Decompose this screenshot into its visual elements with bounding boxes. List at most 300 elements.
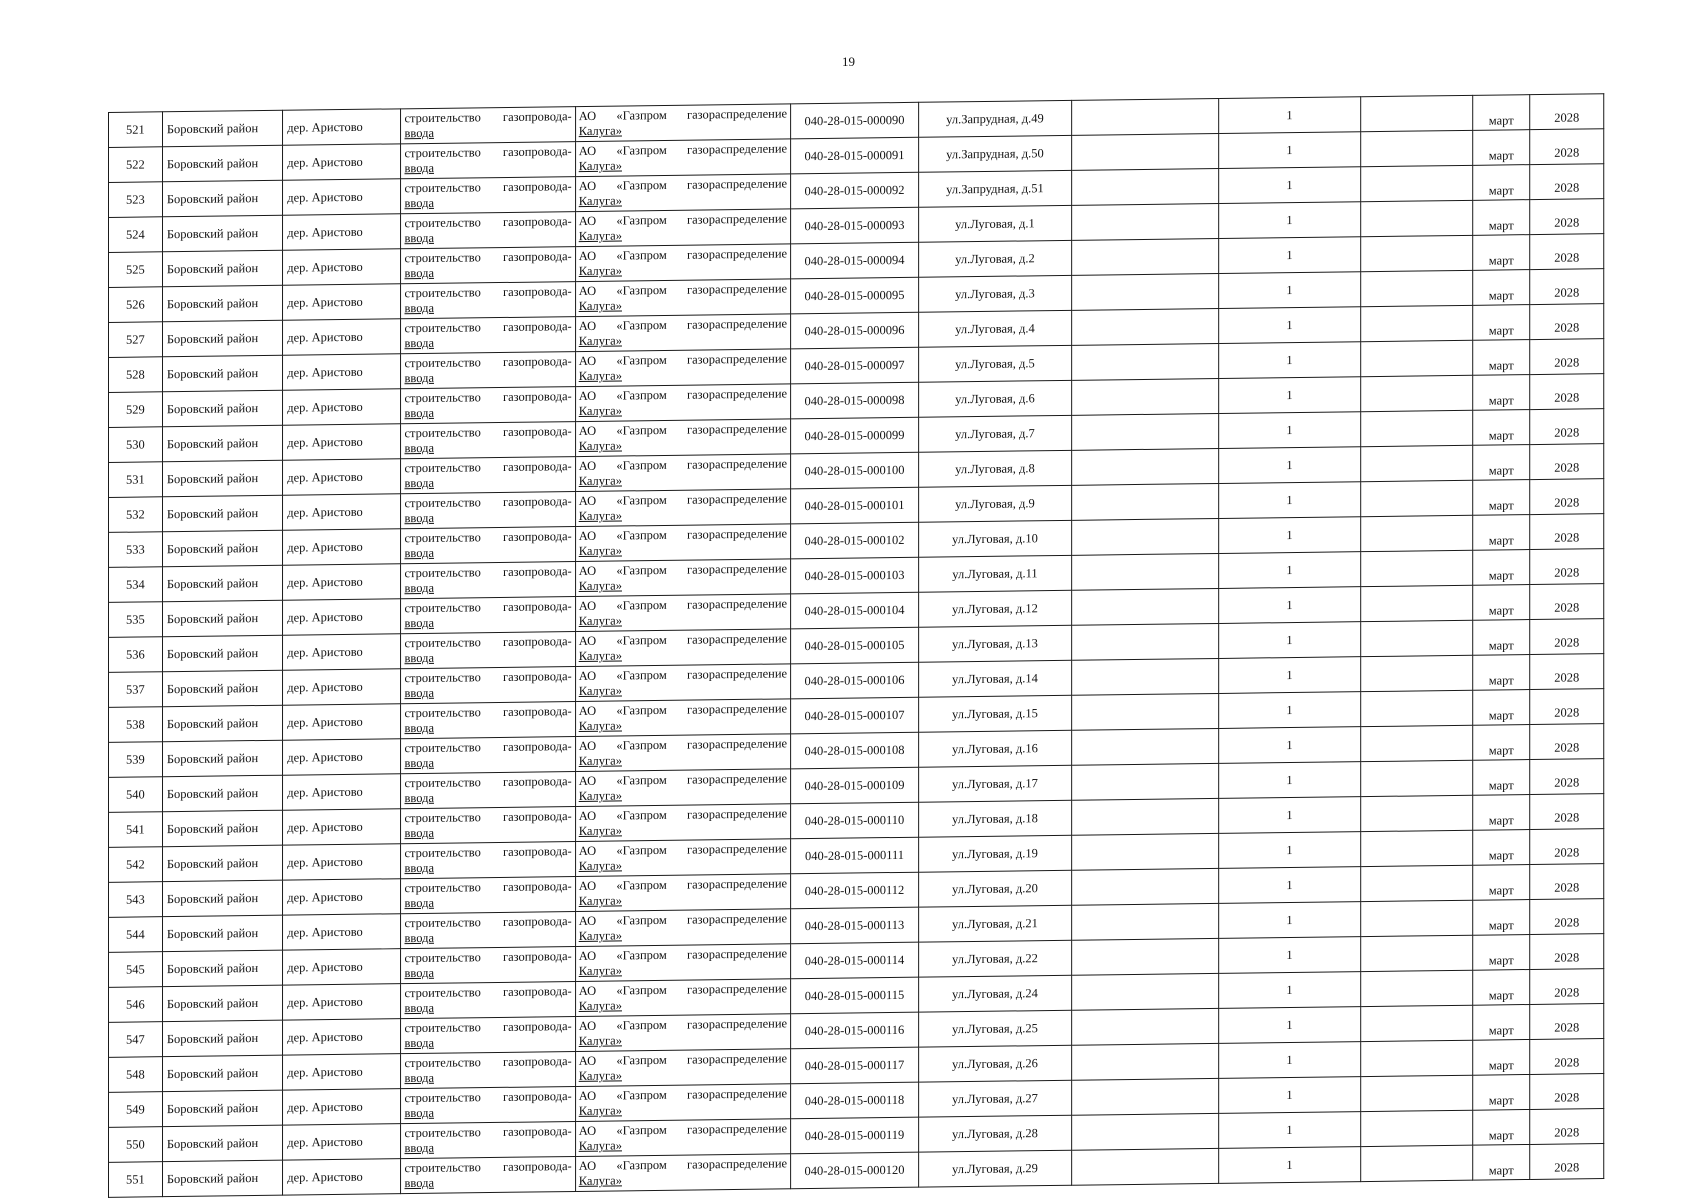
year: 2028 <box>1554 565 1580 580</box>
village-cell <box>283 1159 401 1195</box>
empty-cell <box>1071 798 1218 835</box>
organization-part-3: газораспределение <box>686 246 788 262</box>
district: Боровский район <box>166 1135 259 1151</box>
organization-part-2: «Газпром <box>616 807 667 823</box>
organization-part-1: АО <box>578 843 597 858</box>
organization-cell <box>575 909 790 947</box>
address-cell <box>918 870 1071 907</box>
work-type-part-2: газопровода- <box>502 949 572 964</box>
organization-part-3: газораспределение <box>686 701 788 717</box>
village: дер. Аристово <box>287 574 363 590</box>
row-number: 521 <box>126 122 145 137</box>
organization-part-1: АО <box>578 703 597 718</box>
month-cell <box>1473 305 1530 341</box>
district: Боровский район <box>166 890 259 906</box>
village: дер. Аристово <box>287 994 363 1010</box>
quantity: 1 <box>1286 527 1293 542</box>
district-cell <box>162 635 282 672</box>
quantity: 1 <box>1286 212 1293 227</box>
year-cell <box>1530 514 1604 550</box>
quantity-cell <box>1218 867 1361 904</box>
empty-cell <box>1071 938 1218 975</box>
month-cell <box>1473 235 1530 271</box>
work-type-part-2: газопровода- <box>502 1019 572 1034</box>
year: 2028 <box>1554 1125 1580 1140</box>
district-cell <box>162 180 282 217</box>
object-code-cell <box>791 942 919 979</box>
quantity-cell <box>1218 692 1361 729</box>
work-type-part-3: ввода <box>404 335 435 351</box>
organization-part-3: газораспределение <box>686 596 788 612</box>
work-type-cell <box>401 877 575 914</box>
row-number: 528 <box>126 366 145 382</box>
organization-part-1: АО <box>578 528 597 544</box>
month: март <box>1488 428 1514 443</box>
quantity: 1 <box>1286 807 1293 822</box>
empty-cell <box>1361 970 1473 1006</box>
village-cell <box>283 459 401 495</box>
work-type-part-2: газопровода- <box>502 354 572 369</box>
work-type-cell <box>401 247 575 284</box>
object-code-cell <box>791 767 919 804</box>
organization-part-4: Калуга» <box>578 858 622 873</box>
district: Боровский район <box>166 820 259 836</box>
quantity-cell <box>1218 447 1361 484</box>
work-type-part-1: строительство <box>404 600 481 616</box>
organization-cell <box>575 804 790 842</box>
address-cell <box>918 520 1071 557</box>
object-code: 040-28-015-000094 <box>804 252 905 268</box>
address-cell <box>918 345 1071 382</box>
organization-part-1: АО <box>578 1088 597 1103</box>
address: ул.Запрудная, д.50 <box>946 145 1044 161</box>
address: ул.Луговая, д.5 <box>955 355 1035 371</box>
row-number-cell <box>109 952 163 988</box>
district-cell <box>162 1125 282 1162</box>
quantity: 1 <box>1286 1017 1293 1032</box>
work-type-part-1: строительство <box>404 320 481 336</box>
empty-cell <box>1071 1043 1218 1080</box>
empty-cell <box>1361 655 1473 691</box>
year: 2028 <box>1554 635 1580 650</box>
address: ул.Луговая, д.2 <box>955 250 1035 266</box>
month: март <box>1488 288 1514 303</box>
year: 2028 <box>1554 110 1580 125</box>
address-cell <box>918 555 1071 592</box>
year: 2028 <box>1554 670 1580 685</box>
organization-cell <box>575 664 790 702</box>
object-code-cell <box>791 312 919 349</box>
row-number: 545 <box>126 961 145 977</box>
object-code: 040-28-015-000102 <box>804 532 905 548</box>
year-cell <box>1530 164 1604 200</box>
month-cell <box>1473 830 1530 866</box>
organization-cell <box>575 1119 790 1157</box>
row-number-cell <box>109 707 163 743</box>
organization-part-1: АО <box>578 143 597 159</box>
organization-part-2: «Газпром <box>616 1052 667 1068</box>
organization-part-3: газораспределение <box>686 841 788 857</box>
village-cell <box>283 109 401 145</box>
district-cell <box>162 565 282 602</box>
organization-cell <box>575 874 790 912</box>
object-code-cell <box>791 452 919 489</box>
organization-part-3: газораспределение <box>686 281 788 297</box>
row-number: 543 <box>126 891 145 907</box>
empty-cell <box>1361 340 1473 376</box>
district: Боровский район <box>166 680 259 696</box>
district: Боровский район <box>166 610 259 626</box>
work-type-part-3: ввода <box>404 720 435 736</box>
address-cell <box>918 625 1071 662</box>
address: ул.Луговая, д.11 <box>952 565 1038 581</box>
month: март <box>1488 568 1514 583</box>
year-cell <box>1530 549 1604 585</box>
work-type-part-3: ввода <box>404 160 435 176</box>
object-code: 040-28-015-000103 <box>804 567 905 583</box>
month-cell <box>1473 655 1530 691</box>
year-cell <box>1530 1004 1604 1040</box>
object-code: 040-28-015-000106 <box>804 672 905 688</box>
organization-part-3: газораспределение <box>686 386 788 402</box>
village-cell <box>283 1124 401 1160</box>
work-type-part-1: строительство <box>404 180 481 196</box>
object-code: 040-28-015-000111 <box>804 847 905 863</box>
object-code: 040-28-015-000091 <box>804 147 905 163</box>
work-type-part-1: строительство <box>404 390 481 406</box>
empty-cell <box>1071 553 1218 590</box>
quantity: 1 <box>1286 702 1293 717</box>
organization-part-4: Калуга» <box>578 1173 622 1188</box>
row-number-cell <box>109 182 163 218</box>
district-cell <box>162 355 282 392</box>
row-number-cell <box>109 742 163 778</box>
address-cell <box>918 1010 1071 1047</box>
village: дер. Аристово <box>287 679 363 695</box>
district: Боровский район <box>166 225 259 241</box>
organization-part-2: «Газпром <box>616 877 667 893</box>
village-cell <box>283 319 401 355</box>
address-cell <box>918 415 1071 452</box>
district-cell <box>162 425 282 462</box>
object-code-cell <box>791 662 919 699</box>
organization-cell <box>575 489 790 527</box>
object-code: 040-28-015-000101 <box>804 497 905 513</box>
village: дер. Аристово <box>287 539 363 555</box>
month-cell <box>1473 585 1530 621</box>
village-cell <box>283 389 401 425</box>
empty-cell <box>1071 763 1218 800</box>
year-cell <box>1530 724 1604 760</box>
address-cell <box>918 275 1071 312</box>
empty-cell <box>1071 344 1218 381</box>
quantity-cell <box>1218 972 1361 1009</box>
district: Боровский район <box>166 960 259 976</box>
empty-cell <box>1071 588 1218 625</box>
village-cell <box>283 564 401 600</box>
work-type-part-3: ввода <box>404 755 435 771</box>
month: март <box>1488 463 1514 478</box>
work-type-part-2: газопровода- <box>502 389 572 404</box>
month: март <box>1488 148 1514 163</box>
village-cell <box>283 949 401 985</box>
row-number-cell <box>109 637 163 673</box>
organization-part-2: «Газпром <box>616 387 667 403</box>
quantity-cell <box>1218 762 1361 799</box>
work-type-part-3: ввода <box>404 1035 435 1051</box>
empty-cell <box>1361 375 1473 411</box>
empty-cell <box>1071 973 1218 1010</box>
work-type-cell <box>401 142 575 179</box>
work-type-part-1: строительство <box>404 845 481 861</box>
month: март <box>1488 918 1514 933</box>
quantity-cell <box>1218 412 1361 449</box>
organization-part-4: Калуга» <box>578 613 622 629</box>
organization-part-4: Калуга» <box>578 683 622 698</box>
empty-cell <box>1071 728 1218 765</box>
address: ул.Луговая, д.13 <box>952 635 1038 651</box>
quantity-cell <box>1218 1147 1361 1184</box>
organization-part-1: АО <box>578 983 597 998</box>
object-code: 040-28-015-000104 <box>804 602 905 618</box>
month-cell <box>1473 935 1530 971</box>
work-type-cell <box>401 842 575 879</box>
organization-part-1: АО <box>578 668 597 683</box>
organization-part-2: «Газпром <box>616 667 667 683</box>
work-type-part-1: строительство <box>404 110 481 126</box>
work-type-part-3: ввода <box>404 615 435 631</box>
village-cell <box>283 214 401 250</box>
organization-cell <box>575 699 790 737</box>
organization-part-1: АО <box>578 598 597 614</box>
organization-part-3: газораспределение <box>686 981 788 997</box>
village-cell <box>283 249 401 285</box>
object-code-cell <box>791 907 919 944</box>
district-cell <box>162 670 282 707</box>
address-cell <box>918 485 1071 522</box>
address-cell <box>918 100 1071 137</box>
village-cell <box>283 739 401 775</box>
district: Боровский район <box>166 575 259 591</box>
object-code-cell <box>791 347 919 384</box>
quantity-cell <box>1218 132 1361 169</box>
row-number-cell <box>109 567 163 603</box>
work-type-part-1: строительство <box>404 915 481 931</box>
empty-cell <box>1071 448 1218 485</box>
organization-part-4: Калуга» <box>578 1033 622 1048</box>
object-code-cell <box>791 487 919 524</box>
district-cell <box>162 110 282 147</box>
month-cell <box>1473 270 1530 306</box>
empty-cell <box>1071 204 1218 241</box>
organization-part-3: газораспределение <box>686 806 788 822</box>
organization-part-3: газораспределение <box>686 1016 788 1032</box>
work-type-part-1: строительство <box>404 355 481 371</box>
district: Боровский район <box>166 295 259 311</box>
district: Боровский район <box>166 505 259 521</box>
object-code: 040-28-015-000095 <box>804 287 905 303</box>
village: дер. Аристово <box>287 714 363 730</box>
row-number: 541 <box>126 821 145 837</box>
work-type-part-3: ввода <box>404 475 435 491</box>
quantity-cell <box>1218 517 1361 554</box>
row-number: 532 <box>126 506 145 522</box>
empty-cell <box>1361 550 1473 586</box>
object-code: 040-28-015-000118 <box>804 1092 905 1108</box>
address-cell <box>918 905 1071 942</box>
district-cell <box>162 215 282 252</box>
empty-cell <box>1071 658 1218 695</box>
organization-part-1: АО <box>578 948 597 963</box>
month: март <box>1488 498 1514 513</box>
district-cell <box>162 950 282 987</box>
year: 2028 <box>1554 355 1580 370</box>
work-type-cell <box>401 562 575 599</box>
month: март <box>1488 848 1514 863</box>
object-code: 040-28-015-000092 <box>804 182 905 198</box>
district-cell <box>162 250 282 287</box>
work-type-part-1: строительство <box>404 635 481 651</box>
object-code: 040-28-015-000117 <box>804 1057 905 1073</box>
organization-cell <box>575 104 790 142</box>
object-code-cell <box>791 977 919 1014</box>
row-number-cell <box>109 427 163 463</box>
empty-cell <box>1071 309 1218 346</box>
empty-cell <box>1361 410 1473 446</box>
address-cell <box>918 1150 1071 1187</box>
year-cell <box>1530 584 1604 620</box>
organization-cell <box>575 1084 790 1122</box>
row-number-cell <box>109 672 163 708</box>
object-code: 040-28-015-000112 <box>804 882 905 898</box>
district: Боровский район <box>166 1170 259 1186</box>
address: ул.Луговая, д.26 <box>952 1055 1038 1071</box>
row-number-cell <box>109 112 163 148</box>
district-cell <box>162 495 282 532</box>
quantity-cell <box>1218 937 1361 974</box>
village: дер. Аристово <box>287 924 363 940</box>
object-code: 040-28-015-000090 <box>804 112 905 128</box>
address: ул.Луговая, д.22 <box>952 950 1038 966</box>
work-type-part-2: газопровода- <box>502 704 572 719</box>
quantity-cell <box>1218 237 1361 274</box>
month-cell <box>1473 900 1530 936</box>
address: ул.Луговая, д.27 <box>952 1090 1038 1106</box>
year: 2028 <box>1554 1160 1580 1175</box>
address: ул.Луговая, д.16 <box>952 740 1038 756</box>
work-type-part-1: строительство <box>404 425 481 441</box>
quantity: 1 <box>1286 352 1293 367</box>
empty-cell <box>1361 130 1473 166</box>
empty-cell <box>1071 483 1218 520</box>
empty-cell <box>1071 623 1218 660</box>
work-type-cell <box>401 632 575 669</box>
work-type-part-1: строительство <box>404 495 481 511</box>
month-cell <box>1473 95 1530 131</box>
organization-part-4: Калуга» <box>578 473 622 489</box>
work-type-part-1: строительство <box>404 670 481 686</box>
month: март <box>1488 638 1514 653</box>
work-type-cell <box>401 702 575 739</box>
organization-part-1: АО <box>578 773 597 788</box>
work-type-part-2: газопровода- <box>502 844 572 859</box>
year-cell <box>1530 269 1604 305</box>
object-code-cell <box>791 522 919 559</box>
district: Боровский район <box>166 260 259 276</box>
object-code-cell <box>791 1152 919 1189</box>
empty-cell <box>1361 865 1473 901</box>
organization-cell <box>575 629 790 667</box>
address-cell <box>918 450 1071 487</box>
organization-part-2: «Газпром <box>616 1122 667 1138</box>
quantity: 1 <box>1286 317 1293 332</box>
empty-cell <box>1071 693 1218 730</box>
work-type-part-3: ввода <box>404 510 435 526</box>
work-type-part-2: газопровода- <box>502 424 572 439</box>
address: ул.Луговая, д.12 <box>952 600 1038 616</box>
organization-cell <box>575 209 790 247</box>
month: март <box>1488 778 1514 793</box>
work-type-part-3: ввода <box>404 1175 435 1191</box>
empty-cell <box>1071 99 1218 136</box>
work-type-cell <box>401 737 575 774</box>
row-number: 524 <box>126 227 145 242</box>
object-code: 040-28-015-000107 <box>804 707 905 723</box>
organization-part-2: «Газпром <box>616 317 667 333</box>
district: Боровский район <box>166 715 259 731</box>
village-cell <box>283 529 401 565</box>
quantity: 1 <box>1286 1087 1293 1102</box>
gas-connection-table <box>108 93 1604 1198</box>
district: Боровский район <box>166 470 259 486</box>
year: 2028 <box>1554 145 1580 160</box>
address: ул.Луговая, д.17 <box>952 775 1038 791</box>
quantity: 1 <box>1286 422 1293 437</box>
work-type-part-3: ввода <box>404 1105 435 1121</box>
work-type-part-2: газопровода- <box>502 879 572 894</box>
work-type-part-1: строительство <box>404 460 481 476</box>
address: ул.Луговая, д.25 <box>952 1020 1038 1036</box>
quantity-cell <box>1218 797 1361 834</box>
village-cell <box>283 1089 401 1125</box>
object-code: 040-28-015-000109 <box>804 777 905 793</box>
quantity: 1 <box>1286 247 1293 262</box>
organization-part-4: Калуга» <box>578 788 622 803</box>
year: 2028 <box>1554 215 1580 230</box>
year-cell <box>1530 829 1604 865</box>
month-cell <box>1473 515 1530 551</box>
month: март <box>1488 393 1514 408</box>
quantity-cell <box>1218 552 1361 589</box>
quantity-cell <box>1218 622 1361 659</box>
village: дер. Аристово <box>287 819 363 835</box>
work-type-part-3: ввода <box>404 1140 435 1156</box>
village-cell <box>283 704 401 740</box>
organization-part-1: АО <box>578 458 597 474</box>
month-cell <box>1473 1004 1530 1040</box>
row-number: 533 <box>126 541 145 557</box>
organization-part-3: газораспределение <box>686 141 788 157</box>
district-cell <box>162 915 282 952</box>
object-code: 040-28-015-000096 <box>804 322 905 338</box>
month: март <box>1488 953 1514 968</box>
address: ул.Луговая, д.1 <box>955 215 1035 231</box>
empty-cell <box>1071 414 1218 451</box>
quantity: 1 <box>1286 457 1293 472</box>
organization-part-3: газораспределение <box>686 1086 788 1102</box>
year-cell <box>1530 374 1604 410</box>
address: ул.Луговая, д.24 <box>952 985 1038 1001</box>
